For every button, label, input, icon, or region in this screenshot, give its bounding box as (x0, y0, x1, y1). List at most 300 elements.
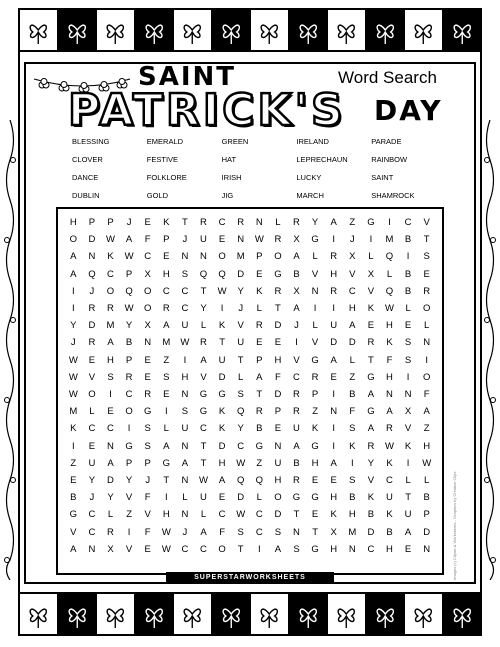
grid-letter[interactable]: S (274, 526, 282, 538)
grid-letter[interactable]: S (293, 543, 300, 555)
grid-letter[interactable]: Y (237, 423, 244, 435)
grid-letter[interactable]: R (293, 389, 300, 401)
grid-letter[interactable]: E (423, 268, 430, 280)
grid-letter[interactable]: S (349, 423, 356, 435)
grid-letter[interactable]: I (332, 423, 336, 435)
grid-letter[interactable]: B (386, 526, 393, 538)
grid-letter[interactable]: H (330, 543, 338, 555)
grid-letter[interactable]: R (107, 303, 114, 315)
grid-letter[interactable]: C (255, 509, 263, 521)
grid-letter[interactable]: N (330, 406, 338, 418)
grid-letter[interactable]: X (144, 268, 151, 280)
grid-letter[interactable]: Q (237, 406, 245, 418)
grid-letter[interactable]: G (162, 457, 170, 469)
grid-letter[interactable]: S (181, 406, 189, 418)
grid-letter[interactable]: A (125, 234, 133, 246)
grid-letter[interactable]: A (70, 251, 77, 263)
grid-letter[interactable]: E (330, 371, 337, 383)
grid-letter[interactable]: M (106, 320, 115, 332)
grid-letter[interactable]: N (404, 389, 412, 401)
grid-letter[interactable]: G (218, 389, 226, 401)
grid-letter[interactable]: Y (125, 475, 133, 487)
grid-letter[interactable]: Y (367, 457, 375, 469)
grid-letter[interactable]: N (88, 543, 96, 555)
grid-letter[interactable]: U (330, 320, 338, 332)
grid-letter[interactable]: G (311, 543, 319, 555)
grid-letter[interactable]: K (218, 423, 226, 435)
grid-letter[interactable]: E (256, 268, 263, 280)
grid-letter[interactable]: L (424, 475, 430, 487)
grid-letter[interactable]: U (88, 457, 96, 469)
grid-letter[interactable]: C (404, 217, 412, 229)
grid-letter[interactable]: W (385, 440, 394, 452)
grid-letter[interactable]: N (200, 251, 207, 263)
grid-letter[interactable]: H (274, 475, 282, 487)
grid-letter[interactable]: W (68, 371, 78, 383)
grid-letter[interactable]: X (144, 320, 151, 332)
grid-letter[interactable]: O (218, 251, 226, 263)
grid-letter[interactable]: U (386, 492, 393, 504)
grid-letter[interactable]: I (332, 389, 336, 401)
grid-letter[interactable]: S (237, 389, 244, 401)
grid-letter[interactable]: S (423, 251, 430, 263)
grid-letter[interactable]: T (293, 509, 300, 521)
grid-letter[interactable]: G (292, 492, 301, 504)
grid-letter[interactable]: T (405, 492, 411, 504)
grid-letter[interactable]: R (423, 285, 431, 297)
grid-letter[interactable]: W (199, 475, 208, 487)
grid-letter[interactable]: N (181, 440, 189, 452)
grid-letter[interactable]: A (70, 543, 77, 555)
grid-letter[interactable]: E (274, 337, 282, 349)
grid-letter[interactable]: W (106, 234, 115, 246)
grid-letter[interactable]: Q (88, 268, 96, 280)
grid-letter[interactable]: O (218, 543, 226, 555)
grid-letter[interactable]: Z (423, 423, 430, 435)
grid-letter[interactable]: C (218, 217, 226, 229)
grid-letter[interactable]: D (218, 440, 226, 452)
grid-letter[interactable]: C (125, 389, 133, 401)
grid-letter[interactable]: K (256, 285, 263, 297)
grid-letter[interactable]: M (162, 337, 171, 349)
grid-letter[interactable]: Y (88, 475, 96, 487)
grid-letter[interactable]: N (423, 337, 431, 349)
grid-letter[interactable]: S (349, 475, 356, 487)
grid-letter[interactable]: N (386, 389, 393, 401)
grid-letter[interactable]: N (237, 234, 245, 246)
grid-letter[interactable]: D (88, 234, 96, 246)
grid-letter[interactable]: V (70, 526, 77, 538)
grid-letter[interactable]: W (236, 509, 246, 521)
grid-letter[interactable]: R (88, 303, 96, 315)
grid-letter[interactable]: J (126, 217, 132, 229)
grid-letter[interactable]: C (181, 543, 189, 555)
grid-letter[interactable]: E (311, 509, 319, 521)
grid-letter[interactable]: B (404, 285, 412, 297)
grid-letter[interactable]: F (219, 526, 225, 538)
grid-letter[interactable]: J (145, 475, 151, 487)
grid-letter[interactable]: C (293, 371, 300, 383)
grid-letter[interactable]: D (218, 371, 226, 383)
grid-letter[interactable]: L (424, 320, 430, 332)
grid-letter[interactable]: E (144, 371, 151, 383)
grid-letter[interactable]: U (218, 354, 226, 366)
grid-letter[interactable]: V (293, 354, 300, 366)
grid-letter[interactable]: J (349, 234, 355, 246)
grid-letter[interactable]: C (144, 251, 152, 263)
grid-letter[interactable]: D (423, 526, 431, 538)
grid-letter[interactable]: U (293, 423, 300, 435)
grid-letter[interactable]: W (254, 234, 264, 246)
grid-letter[interactable]: I (127, 423, 131, 435)
grid-letter[interactable]: G (199, 406, 208, 418)
grid-letter[interactable]: D (274, 389, 282, 401)
grid-letter[interactable]: M (69, 406, 78, 418)
grid-letter[interactable]: V (311, 337, 319, 349)
grid-letter[interactable]: Z (163, 354, 170, 366)
grid-letter[interactable]: E (330, 475, 337, 487)
grid-letter[interactable]: N (181, 475, 189, 487)
grid-letter[interactable]: C (386, 475, 393, 487)
grid-letter[interactable]: T (312, 526, 318, 538)
grid-letter[interactable]: T (256, 389, 263, 401)
grid-letter[interactable]: M (236, 251, 245, 263)
grid-letter[interactable]: A (404, 526, 412, 538)
grid-letter[interactable]: H (274, 354, 282, 366)
grid-letter[interactable]: X (293, 234, 300, 246)
grid-letter[interactable]: B (404, 268, 412, 280)
grid-letter[interactable]: V (144, 509, 151, 521)
grid-letter[interactable]: L (349, 354, 355, 366)
grid-letter[interactable]: N (311, 285, 319, 297)
grid-letter[interactable]: B (404, 234, 412, 246)
grid-letter[interactable]: I (332, 303, 336, 315)
grid-letter[interactable]: L (275, 217, 281, 229)
grid-letter[interactable]: D (237, 492, 245, 504)
grid-letter[interactable]: H (218, 457, 226, 469)
grid-letter[interactable]: W (161, 543, 171, 555)
grid-letter[interactable]: P (423, 509, 430, 521)
grid-letter[interactable]: D (330, 337, 338, 349)
grid-letter[interactable]: F (349, 406, 356, 418)
grid-letter[interactable]: B (349, 389, 356, 401)
grid-letter[interactable]: G (367, 406, 375, 418)
grid-letter[interactable]: R (293, 475, 300, 487)
grid-letter[interactable]: A (256, 371, 263, 383)
grid-letter[interactable]: T (423, 234, 430, 246)
grid-letter[interactable]: A (367, 423, 375, 435)
grid-letter[interactable]: E (163, 251, 170, 263)
grid-letter[interactable]: A (200, 526, 207, 538)
grid-letter[interactable]: V (125, 492, 133, 504)
grid-letter[interactable]: I (332, 234, 336, 246)
grid-letter[interactable]: G (367, 217, 375, 229)
grid-letter[interactable]: V (404, 423, 412, 435)
grid-letter[interactable]: A (274, 543, 282, 555)
grid-letter[interactable]: S (163, 371, 170, 383)
grid-letter[interactable]: C (367, 543, 375, 555)
grid-letter[interactable]: X (349, 251, 356, 263)
grid-letter[interactable]: E (404, 320, 412, 332)
grid-letter[interactable]: Q (199, 268, 208, 280)
grid-letter[interactable]: R (107, 526, 114, 538)
grid-letter[interactable]: L (200, 509, 207, 521)
grid-letter[interactable]: N (181, 509, 189, 521)
grid-letter[interactable]: N (274, 440, 282, 452)
grid-letter[interactable]: E (107, 406, 114, 418)
grid-letter[interactable]: I (425, 354, 429, 366)
grid-letter[interactable]: J (182, 234, 188, 246)
grid-letter[interactable]: N (181, 389, 189, 401)
grid-letter[interactable]: O (144, 285, 152, 297)
grid-letter[interactable]: W (180, 337, 190, 349)
grid-letter[interactable]: K (386, 337, 393, 349)
grid-letter[interactable]: C (200, 543, 207, 555)
grid-letter[interactable]: E (70, 475, 77, 487)
grid-letter[interactable]: L (89, 406, 95, 418)
grid-letter[interactable]: N (181, 251, 189, 263)
grid-letter[interactable]: Y (237, 285, 244, 297)
grid-letter[interactable]: U (404, 509, 412, 521)
grid-letter[interactable]: L (182, 492, 188, 504)
grid-letter[interactable]: T (274, 303, 281, 315)
grid-letter[interactable]: E (311, 475, 319, 487)
grid-letter[interactable]: N (255, 217, 263, 229)
grid-letter[interactable]: V (237, 320, 244, 332)
grid-letter[interactable]: K (330, 509, 337, 521)
grid-letter[interactable]: C (237, 440, 245, 452)
grid-letter[interactable]: A (330, 457, 337, 469)
grid-letter[interactable]: U (181, 423, 189, 435)
grid-letter[interactable]: F (144, 492, 151, 504)
grid-letter[interactable]: G (311, 440, 319, 452)
grid-letter[interactable]: V (423, 217, 430, 229)
grid-letter[interactable]: H (311, 457, 319, 469)
grid-letter[interactable]: F (386, 354, 393, 366)
grid-letter[interactable]: W (124, 251, 134, 263)
grid-letter[interactable]: A (367, 389, 375, 401)
grid-letter[interactable]: K (218, 320, 226, 332)
grid-letter[interactable]: L (386, 268, 393, 280)
grid-letter[interactable]: S (107, 371, 114, 383)
grid-letter[interactable]: A (423, 406, 430, 418)
grid-letter[interactable]: J (89, 285, 95, 297)
grid-letter[interactable]: P (125, 268, 133, 280)
grid-letter[interactable]: C (181, 303, 189, 315)
grid-letter[interactable]: G (311, 492, 319, 504)
grid-letter[interactable]: O (106, 285, 115, 297)
grid-letter[interactable]: W (68, 354, 78, 366)
grid-letter[interactable]: I (313, 303, 317, 315)
grid-letter[interactable]: U (200, 234, 207, 246)
grid-letter[interactable]: T (237, 354, 244, 366)
grid-letter[interactable]: A (163, 440, 170, 452)
grid-letter[interactable]: O (144, 303, 152, 315)
grid-letter[interactable]: A (293, 303, 300, 315)
grid-letter[interactable]: O (88, 389, 96, 401)
grid-letter[interactable]: H (348, 509, 356, 521)
grid-letter[interactable]: V (311, 268, 319, 280)
grid-letter[interactable]: Z (70, 457, 77, 469)
grid-letter[interactable]: P (311, 389, 319, 401)
grid-letter[interactable]: I (164, 492, 168, 504)
grid-letter[interactable]: I (164, 406, 168, 418)
grid-letter[interactable]: D (107, 475, 114, 487)
grid-letter[interactable]: T (219, 337, 225, 349)
grid-letter[interactable]: Z (256, 457, 263, 469)
grid-letter[interactable]: K (367, 492, 375, 504)
grid-letter[interactable]: Z (312, 406, 318, 418)
grid-letter[interactable]: I (257, 543, 261, 555)
grid-letter[interactable]: I (183, 354, 187, 366)
grid-letter[interactable]: C (88, 509, 96, 521)
grid-letter[interactable]: K (163, 217, 170, 229)
grid-letter[interactable]: R (330, 285, 338, 297)
grid-letter[interactable]: G (367, 371, 375, 383)
grid-letter[interactable]: D (237, 268, 245, 280)
grid-letter[interactable]: A (70, 268, 77, 280)
grid-letter[interactable]: G (125, 440, 133, 452)
grid-letter[interactable]: F (144, 234, 151, 246)
grid-letter[interactable]: I (350, 457, 354, 469)
grid-letter[interactable]: P (274, 406, 282, 418)
grid-letter[interactable]: G (311, 354, 319, 366)
grid-letter[interactable]: C (107, 268, 114, 280)
grid-letter[interactable]: B (349, 492, 356, 504)
grid-letter[interactable]: R (274, 285, 282, 297)
grid-letter[interactable]: W (217, 285, 227, 297)
grid-letter[interactable]: P (256, 251, 263, 263)
grid-letter[interactable]: R (200, 217, 207, 229)
grid-letter[interactable]: D (367, 526, 375, 538)
grid-letter[interactable]: I (406, 251, 410, 263)
grid-letter[interactable]: Q (385, 285, 394, 297)
grid-letter[interactable]: H (330, 492, 338, 504)
grid-letter[interactable]: N (293, 526, 300, 538)
grid-letter[interactable]: X (107, 543, 114, 555)
grid-letter[interactable]: R (367, 440, 375, 452)
grid-letter[interactable]: A (330, 217, 337, 229)
grid-letter[interactable]: N (88, 251, 96, 263)
grid-letter[interactable]: K (107, 251, 114, 263)
grid-letter[interactable]: D (274, 509, 282, 521)
grid-letter[interactable]: I (109, 389, 112, 401)
grid-letter[interactable]: S (404, 354, 412, 366)
grid-letter[interactable]: J (89, 492, 95, 504)
grid-letter[interactable]: K (404, 440, 412, 452)
grid-letter[interactable]: E (88, 354, 96, 366)
grid-letter[interactable]: Q (237, 475, 245, 487)
grid-letter[interactable]: Q (125, 285, 133, 297)
grid-letter[interactable]: A (181, 457, 189, 469)
grid-letter[interactable]: L (200, 320, 207, 332)
grid-letter[interactable]: L (405, 475, 411, 487)
grid-letter[interactable]: P (163, 234, 170, 246)
grid-letter[interactable]: J (294, 320, 299, 332)
grid-letter[interactable]: L (312, 251, 318, 263)
grid-letter[interactable]: I (332, 440, 336, 452)
grid-letter[interactable]: Y (125, 320, 133, 332)
grid-letter[interactable]: O (125, 406, 133, 418)
grid-letter[interactable]: P (88, 217, 96, 229)
grid-letter[interactable]: S (144, 423, 151, 435)
grid-letter[interactable]: C (348, 285, 356, 297)
grid-letter[interactable]: B (70, 492, 77, 504)
grid-letter[interactable]: G (255, 440, 263, 452)
grid-letter[interactable]: U (200, 492, 207, 504)
grid-letter[interactable]: Q (255, 475, 263, 487)
grid-letter[interactable]: F (423, 389, 430, 401)
grid-letter[interactable]: R (255, 320, 263, 332)
grid-letter[interactable]: A (107, 457, 114, 469)
grid-letter[interactable]: H (330, 268, 338, 280)
grid-letter[interactable]: D (274, 320, 282, 332)
grid-letter[interactable]: D (348, 337, 356, 349)
grid-letter[interactable]: I (71, 285, 75, 297)
grid-letter[interactable]: H (162, 268, 170, 280)
grid-letter[interactable]: V (88, 371, 96, 383)
grid-letter[interactable]: N (348, 543, 356, 555)
grid-letter[interactable]: L (256, 492, 262, 504)
grid-letter[interactable]: A (163, 320, 170, 332)
grid-letter[interactable]: E (88, 440, 96, 452)
grid-letter[interactable]: W (422, 457, 432, 469)
grid-letter[interactable]: O (423, 371, 431, 383)
grid-letter[interactable]: S (237, 526, 244, 538)
grid-letter[interactable]: A (293, 251, 300, 263)
grid-letter[interactable]: I (406, 457, 410, 469)
grid-letter[interactable]: O (423, 303, 431, 315)
grid-letter[interactable]: G (199, 389, 208, 401)
grid-letter[interactable]: L (107, 509, 114, 521)
grid-letter[interactable]: R (293, 217, 300, 229)
grid-letter[interactable]: G (69, 509, 77, 521)
grid-letter[interactable]: A (218, 475, 226, 487)
grid-letter[interactable]: L (368, 251, 374, 263)
grid-letter[interactable]: S (404, 337, 412, 349)
grid-letter[interactable]: J (70, 337, 76, 349)
grid-letter[interactable]: R (311, 371, 319, 383)
grid-letter[interactable]: C (200, 423, 207, 435)
grid-letter[interactable]: H (386, 371, 393, 383)
grid-letter[interactable]: I (388, 217, 391, 229)
grid-letter[interactable]: H (386, 320, 393, 332)
grid-letter[interactable]: A (293, 440, 300, 452)
grid-letter[interactable]: R (125, 371, 133, 383)
grid-letter[interactable]: Z (349, 217, 356, 229)
grid-letter[interactable]: R (386, 423, 393, 435)
grid-letter[interactable]: Y (107, 492, 114, 504)
grid-letter[interactable]: G (144, 406, 152, 418)
grid-letter[interactable]: T (237, 543, 244, 555)
grid-letter[interactable]: U (274, 457, 282, 469)
grid-letter[interactable]: A (349, 320, 356, 332)
grid-letter[interactable]: Y (311, 217, 319, 229)
grid-letter[interactable]: N (144, 337, 152, 349)
grid-letter[interactable]: S (144, 440, 151, 452)
grid-letter[interactable]: I (71, 303, 75, 315)
grid-letter[interactable]: F (144, 526, 151, 538)
grid-letter[interactable]: I (406, 371, 410, 383)
grid-letter[interactable]: B (293, 457, 300, 469)
grid-letter[interactable]: D (88, 320, 96, 332)
grid-letter[interactable]: P (256, 354, 263, 366)
grid-letter[interactable]: C (218, 509, 226, 521)
grid-letter[interactable]: M (348, 526, 357, 538)
grid-letter[interactable]: W (124, 303, 134, 315)
grid-letter[interactable]: B (256, 423, 263, 435)
grid-letter[interactable]: X (367, 268, 375, 280)
